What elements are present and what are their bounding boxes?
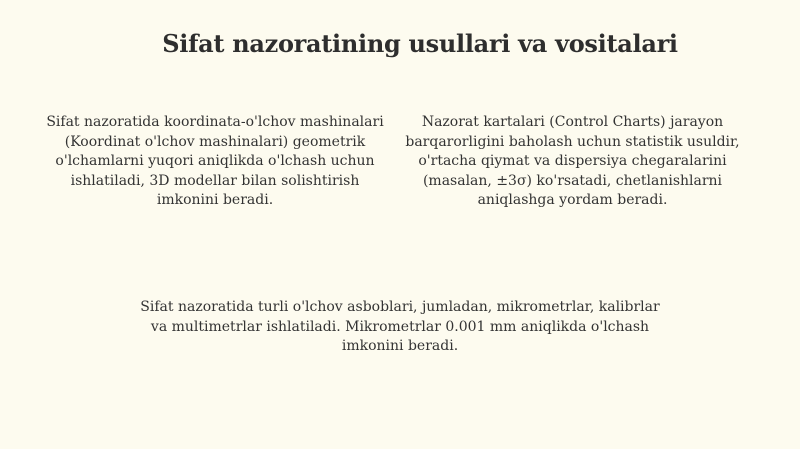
control-charts-text-block: Nazorat kartalari (Control Charts) jarayon barqarorligini baholash uchun statistik usuldir, o'rtacha qiymat va dispersiya chegaralarini (masalan, ±3σ) ko'rsatadi, chetlanishlarni aniqlashga yordam beradi. xyxy=(405,114,740,208)
cmm-text-block: Sifat nazoratida koordinata-o'lchov mashinalari (Koordinat o'lchov mashinalari) geometrik o'lchamlarni yuqori aniqlikda o'lchash uchun ishlatiladi, 3D modellar bilan solishtirish imkonini beradi. xyxy=(46,114,384,208)
slide-title: Sifat nazoratining usullari va vositalari xyxy=(162,29,678,58)
measuring-tools-text-block: Sifat nazoratida turli o'lchov asboblari, jumladan, mikrometrlar, kalibrlar va multimetrlar ishlatiladi. Mikrometrlar 0.001 mm aniqlikda o'lchash imkonini beradi. xyxy=(140,299,660,354)
